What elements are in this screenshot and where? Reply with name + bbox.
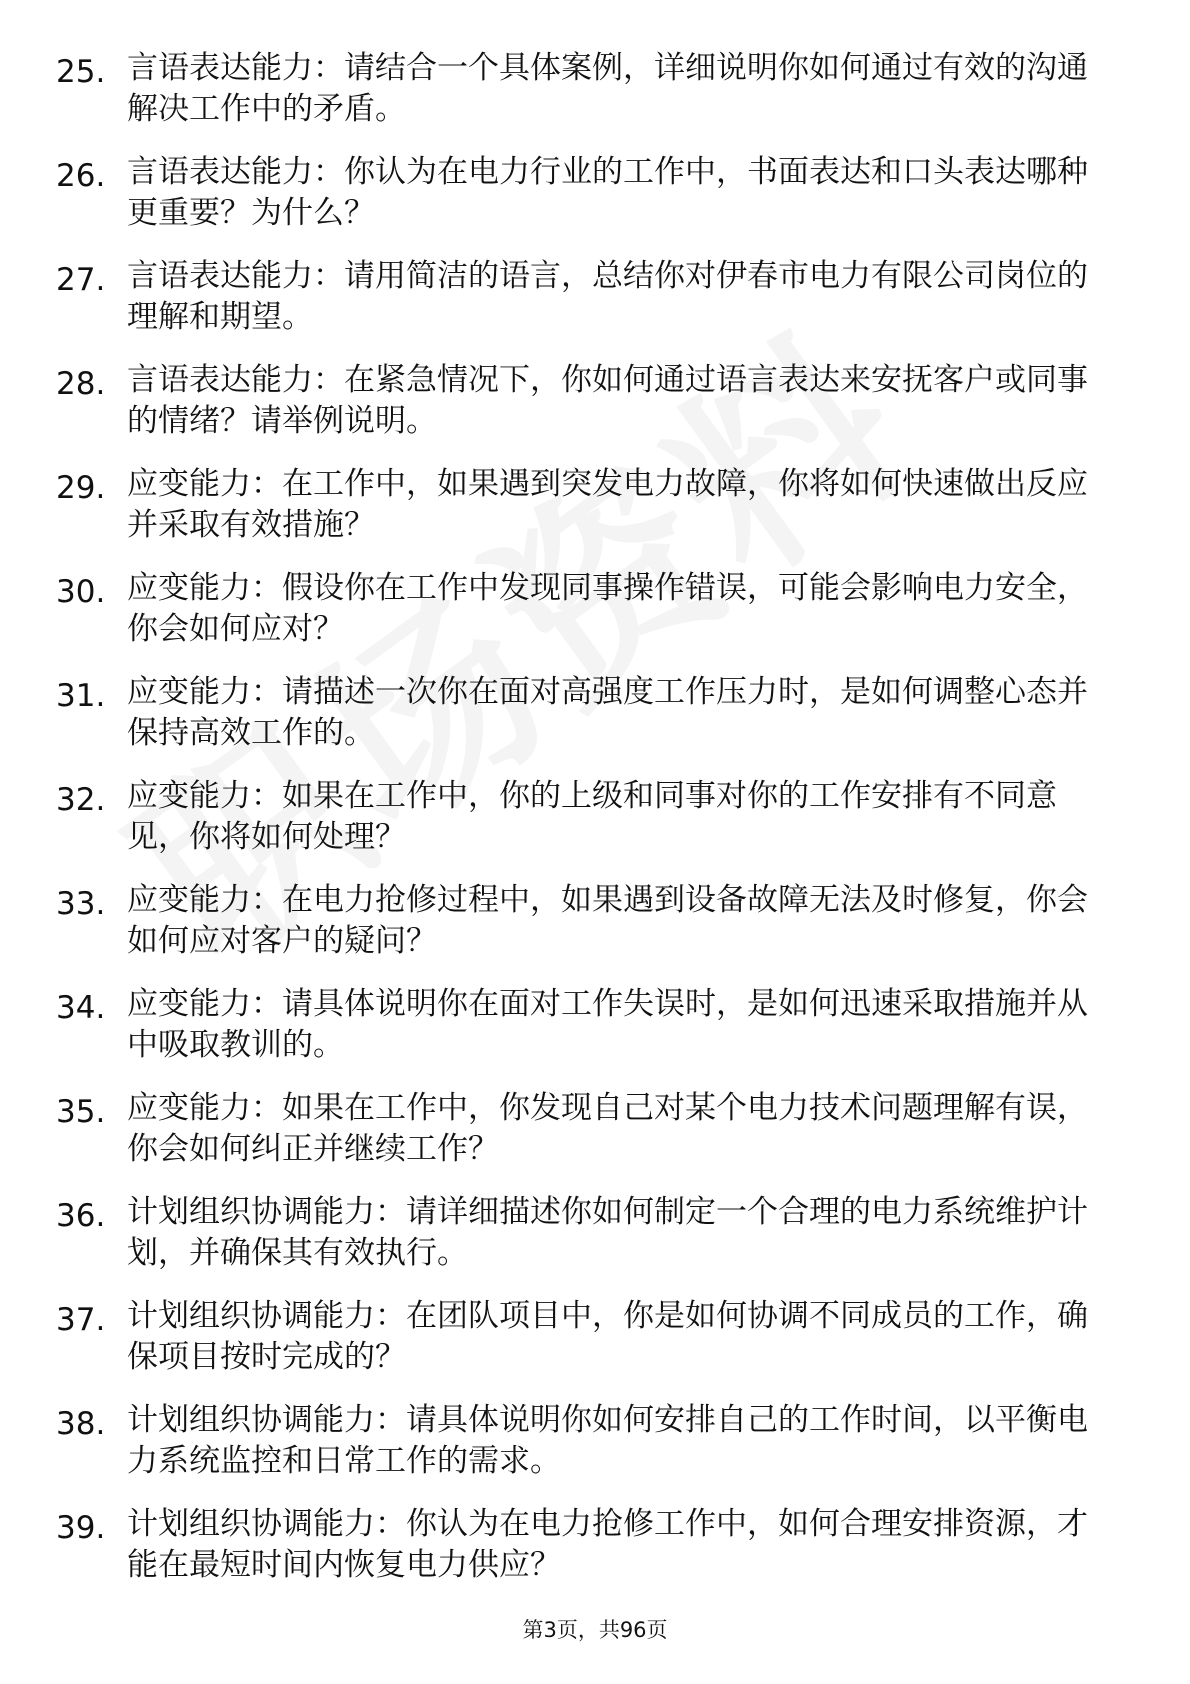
list-item: [0, 152, 1190, 256]
list-item: [0, 1088, 1190, 1192]
item-number: 25.: [56, 54, 106, 90]
list-item: [0, 256, 1190, 360]
list-item: [0, 568, 1190, 672]
list-item: [0, 1400, 1190, 1504]
item-number: 28.: [56, 366, 106, 402]
item-text: 应变能力：如果在工作中，你的上级和同事对你的工作安排有不同意见，你将如何处理？: [127, 778, 1057, 855]
list-item: [0, 672, 1190, 776]
item-text: 应变能力：请具体说明你在面对工作失误时，是如何迅速采取措施并从中吸取教训的。: [127, 986, 1088, 1063]
item-text: 应变能力：如果在工作中，你发现自己对某个电力技术问题理解有误，你会如何纠正并继续工作？: [127, 1090, 1088, 1167]
item-number: 29.: [56, 470, 106, 506]
item-number: 33.: [56, 886, 106, 922]
item-text: 言语表达能力：你认为在电力行业的工作中，书面表达和口头表达哪种更重要？为什么？: [127, 154, 1088, 231]
list-item: [0, 1192, 1190, 1296]
item-text: 言语表达能力：请用简洁的语言，总结你对伊春市电力有限公司岗位的理解和期望。: [127, 258, 1088, 335]
item-text: 应变能力：在工作中，如果遇到突发电力故障，你将如何快速做出反应并采取有效措施？: [127, 466, 1088, 543]
item-number: 31.: [56, 678, 106, 714]
item-text: 计划组织协调能力：请详细描述你如何制定一个合理的电力系统维护计划，并确保其有效执行。: [127, 1194, 1088, 1271]
item-text: 言语表达能力：在紧急情况下，你如何通过语言表达来安抚客户或同事的情绪？请举例说明。: [127, 362, 1088, 439]
item-number: 36.: [56, 1198, 106, 1234]
item-number: 35.: [56, 1094, 106, 1130]
list-item: [0, 360, 1190, 464]
list-item: [0, 464, 1190, 568]
item-text: 计划组织协调能力：请具体说明你如何安排自己的工作时间，以平衡电力系统监控和日常工作的需求。: [127, 1402, 1088, 1479]
list-item: [0, 1504, 1190, 1608]
item-text: 应变能力：假设你在工作中发现同事操作错误，可能会影响电力安全，你会如何应对？: [127, 570, 1088, 647]
item-text: 应变能力：在电力抢修过程中，如果遇到设备故障无法及时修复，你会如何应对客户的疑问？: [127, 882, 1088, 959]
item-number: 38.: [56, 1406, 106, 1442]
item-number: 32.: [56, 782, 106, 818]
item-number: 34.: [56, 990, 106, 1026]
list-item: [0, 48, 1190, 152]
item-text: 计划组织协调能力：在团队项目中，你是如何协调不同成员的工作，确保项目按时完成的？: [127, 1298, 1088, 1375]
item-number: 30.: [56, 574, 106, 610]
item-number: 37.: [56, 1302, 106, 1338]
page-footer: 第3页，共96页: [522, 1618, 668, 1642]
item-text: 言语表达能力：请结合一个具体案例，详细说明你如何通过有效的沟通解决工作中的矛盾。: [127, 50, 1088, 127]
item-number: 27.: [56, 262, 106, 298]
item-number: 26.: [56, 158, 106, 194]
list-item: [0, 1296, 1190, 1400]
list-item: [0, 984, 1190, 1088]
question-list: [0, 48, 1190, 1608]
list-item: [0, 776, 1190, 880]
item-text: 计划组织协调能力：你认为在电力抢修工作中，如何合理安排资源，才能在最短时间内恢复电力供应？: [127, 1506, 1088, 1583]
item-text: 应变能力：请描述一次你在面对高强度工作压力时，是如何调整心态并保持高效工作的。: [127, 674, 1088, 751]
item-number: 39.: [56, 1510, 106, 1546]
list-item: [0, 880, 1190, 984]
